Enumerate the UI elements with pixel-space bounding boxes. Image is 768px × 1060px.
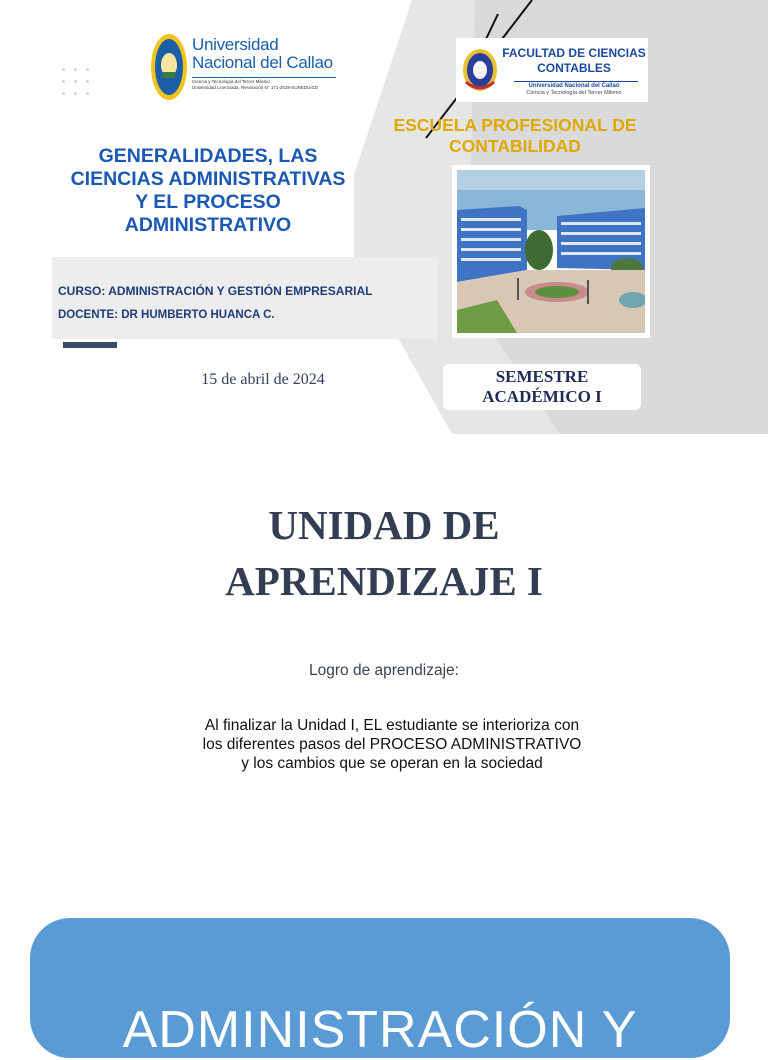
unit-title: UNIDAD DE APRENDIZAJE I [225, 502, 543, 604]
semester-box [443, 364, 641, 410]
faculty-seal-icon [462, 46, 498, 94]
cover-slide [0, 0, 768, 434]
school-name: ESCUELA PROFESIONAL DE CONTABILIDAD [393, 115, 637, 156]
learning-outcome-text: Al finalizar la Unidad I, EL estudiante se interioriza con los diferentes pasos del PROCESO ADMINISTRATIVO y los cambios que se operan en la sociedad [202, 717, 582, 772]
semester-label: SEMESTRE ACADÉMICO I [482, 367, 602, 406]
teacher-name: DOCENTE: DR HUMBERTO HUANCA C. [58, 309, 275, 321]
presentation-date: 15 de abril de 2024 [201, 371, 325, 388]
campus-photo-frame [452, 165, 650, 338]
faculty-tagline: Ciencia y Tecnología del Tercer Milenio [526, 90, 622, 96]
university-name: Universidad Nacional del Callao [192, 35, 333, 72]
course-name: CURSO: ADMINISTRACIÓN Y GESTIÓN EMPRESARIAL [58, 284, 373, 298]
faculty-name: FACULTAD DE CIENCIAS CONTABLES [502, 46, 646, 75]
accent-bar [63, 342, 117, 348]
course-info-box [52, 257, 438, 339]
university-logo [150, 32, 350, 102]
faculty-logo [456, 38, 648, 102]
faculty-university-name: Universidad Nacional del Callao [528, 83, 620, 89]
university-logo-rule [192, 77, 336, 78]
learning-outcome-label: Logro de aprendizaje: [309, 662, 459, 679]
campus-photo [457, 170, 645, 333]
section-banner [30, 918, 730, 1058]
faculty-logo-rule [514, 81, 638, 82]
university-tagline: Ciencia y Tecnología del Tercer Milenio Universidad Licenciada, Resolución N° 171-2019-SUNEDU/CD [192, 79, 319, 90]
banner-title: ADMINISTRACIÓN Y [122, 1001, 638, 1059]
presentation-title: GENERALIDADES, LAS CIENCIAS ADMINISTRATIVAS Y EL PROCESO ADMINISTRATIVO [70, 145, 346, 236]
university-seal-icon [150, 32, 188, 102]
